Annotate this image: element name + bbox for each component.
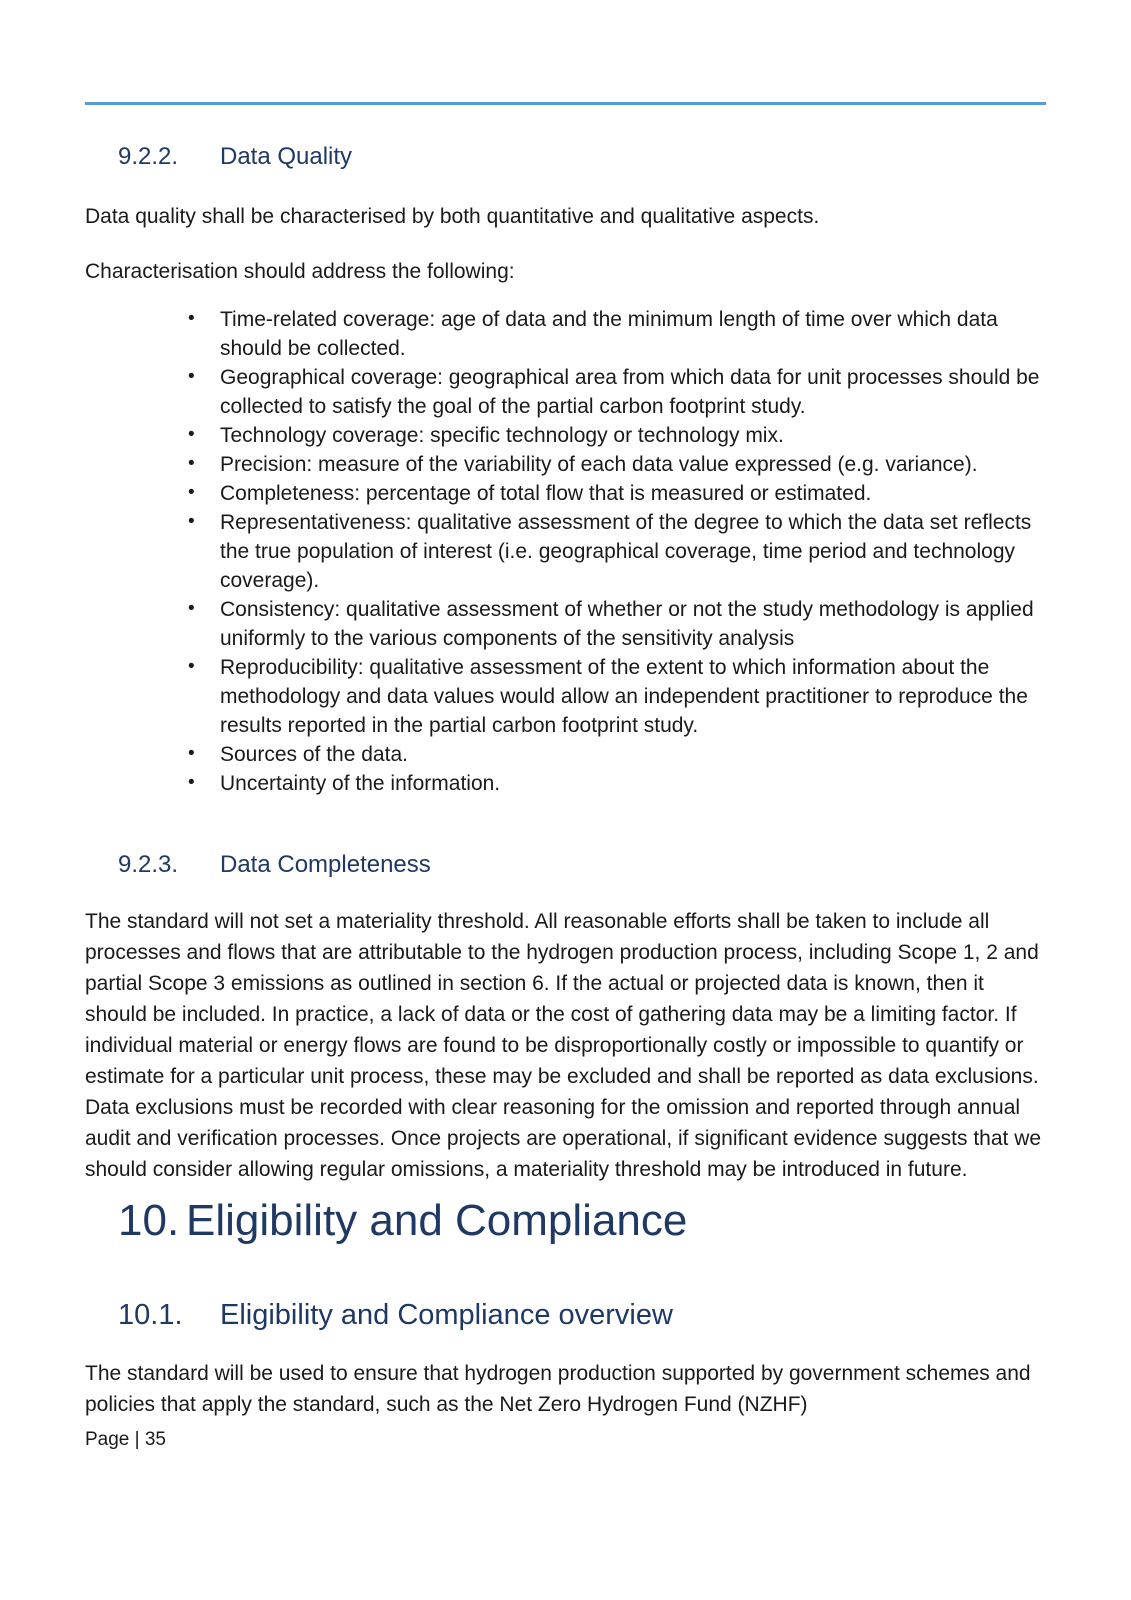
list-item-text: Geographical coverage: geographical area from which data for unit processes should be collected to satisfy the goal of the partial carbon footprint study. [220, 366, 1040, 418]
list-item-text: Completeness: percentage of total flow that is measured or estimated. [220, 482, 872, 505]
chapter-heading-10 [85, 1197, 1046, 1245]
list-item-text: Sources of the data. [220, 743, 408, 766]
list-item-text: Technology coverage: specific technology or technology mix. [220, 424, 784, 447]
bullet-marker: • [188, 656, 195, 677]
list-item-text: Precision: measure of the variability of each data value expressed (e.g. variance). [220, 453, 978, 476]
list-item-text: Reproducibility: qualitative assessment of the extent to which information about the methodology and data values would allow an independent practitioner to reproduce the results reported in the partial carbon footprint study. [220, 656, 1028, 737]
bullet-marker: • [188, 366, 195, 387]
bullet-marker: • [188, 424, 195, 445]
list-item [85, 769, 1046, 798]
bullet-marker: • [188, 598, 195, 619]
section-heading-10-1 [85, 1298, 1046, 1332]
section-title: Eligibility and Compliance overview [220, 1299, 673, 1331]
paragraph-data-completeness: The standard will not set a materiality threshold. All reasonable efforts shall be taken to include all processes and flows that are attributable to the hydrogen production process, including Scope 1, 2 and partial Scope 3 emissions as outlined in section 6. If the actual or projected data is known, then it should be included. In practice, a lack of data or the cost of gathering data may be a limiting factor. If individual material or energy flows are found to be disproportionally costly or impossible to quantify or estimate for a particular unit process, these may be excluded and shall be reported as data exclusions. Data exclusions must be recorded with clear reasoning for the omission and reported through annual audit and verification processes. Once projects are operational, if significant evidence suggests that we should consider allowing regular omissions, a materiality threshold may be introduced in future. [85, 910, 1042, 1181]
page-content [0, 102, 1131, 1451]
top-divider [85, 102, 1046, 105]
section-heading-9-2-3 [85, 851, 1046, 879]
list-item [85, 740, 1046, 769]
section-title: Data Completeness [220, 851, 431, 878]
data-quality-bullet-list [85, 305, 1046, 798]
paragraph-eligibility-overview: The standard will be used to ensure that hydrogen production supported by government schemes and policies that apply the standard, such as the Net Zero Hydrogen Fund (NZHF) [85, 1362, 1031, 1416]
section-number: 9.2.2. [118, 143, 179, 170]
list-item [85, 450, 1046, 479]
paragraph-characterisation: Characterisation should address the following: [85, 260, 515, 283]
bullet-marker: • [188, 772, 195, 793]
page-number-footer: Page | 35 [85, 1429, 167, 1450]
list-item [85, 363, 1046, 421]
bullet-marker: • [188, 453, 195, 474]
list-item [85, 479, 1046, 508]
section-number: 9.2.3. [118, 851, 179, 878]
list-item [85, 421, 1046, 450]
list-item [85, 508, 1046, 595]
list-item-text: Time-related coverage: age of data and the minimum length of time over which data should be collected. [220, 308, 998, 360]
paragraph-data-quality: Data quality shall be characterised by both quantitative and qualitative aspects. [85, 205, 820, 228]
list-item-text: Consistency: qualitative assessment of whether or not the study methodology is applied uniformly to the various components of the sensitivity analysis [220, 598, 1034, 650]
list-item-text: Uncertainty of the information. [220, 772, 501, 795]
list-item [85, 305, 1046, 363]
section-number: 10.1. [118, 1299, 183, 1331]
chapter-title: Eligibility and Compliance [186, 1196, 688, 1245]
section-title: Data Quality [220, 143, 353, 170]
bullet-marker: • [188, 743, 195, 764]
section-heading-9-2-2 [85, 143, 1046, 171]
list-item [85, 653, 1046, 740]
bullet-marker: • [188, 482, 195, 503]
bullet-marker: • [188, 308, 195, 329]
list-item-text: Representativeness: qualitative assessment of the degree to which the data set reflects the true population of interest (i.e. geographical coverage, time period and technology coverage). [220, 511, 1032, 592]
bullet-marker: • [188, 511, 195, 532]
chapter-number: 10. [118, 1196, 180, 1245]
list-item [85, 595, 1046, 653]
